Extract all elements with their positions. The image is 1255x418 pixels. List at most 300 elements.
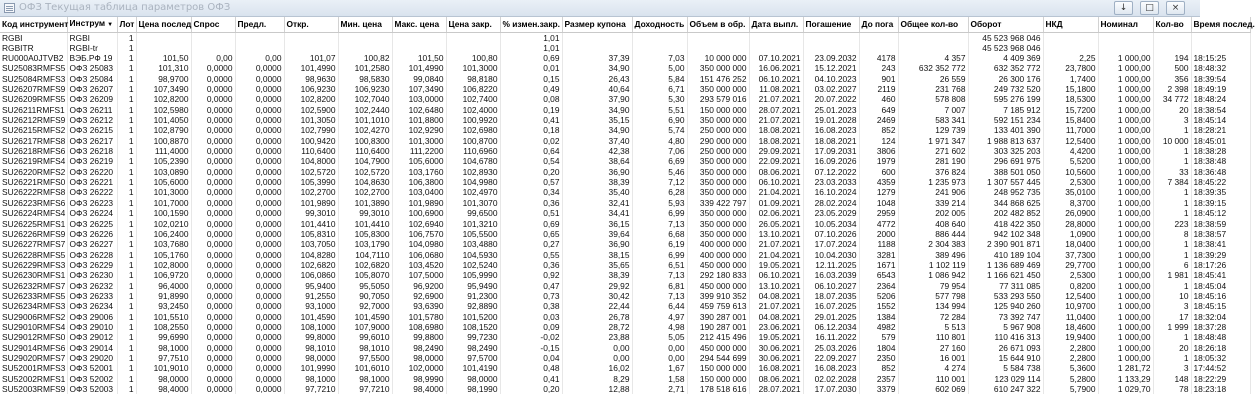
table-cell: 1,0900 [1043,229,1098,239]
table-cell: 110,6400 [284,146,338,156]
table-cell: 101,8800 [392,115,446,125]
table-cell: 99,3010 [284,208,338,218]
table-cell: 7 185 912 [968,105,1043,115]
table-cell: 28.07.2021 [749,105,803,115]
maximize-button[interactable]: □ [1140,1,1159,15]
table-cell: 886 444 [898,229,968,239]
column-header[interactable] [803,17,859,32]
column-header[interactable] [562,17,632,32]
table-cell: 102,4000 [446,105,500,115]
table-cell: 0,0000 [191,301,235,311]
table-cell: 98,1010 [338,342,392,352]
column-header[interactable] [687,17,749,32]
table-cell: 111,2200 [392,146,446,156]
table-row[interactable] [0,280,1250,290]
table-cell: 0,69 [500,53,562,63]
table-cell: 101,3890 [338,198,392,208]
table-cell: 0,0000 [191,332,235,342]
table-cell: 34,90 [562,63,632,73]
table-cell: 34,41 [562,208,632,218]
table-cell: 38,64 [562,156,632,166]
table-row[interactable] [0,301,1250,311]
table-row[interactable] [0,105,1250,115]
table-row[interactable] [0,342,1250,352]
table-cell: 0,0000 [235,311,284,321]
table-row[interactable] [0,322,1250,332]
table-cell: 38,15 [562,249,632,259]
table-cell: 0,0000 [191,374,235,384]
table-row[interactable] [0,239,1250,249]
column-header[interactable] [1191,17,1255,32]
table-cell: 0,0000 [191,94,235,104]
table-cell: 3 [1153,115,1191,125]
table-cell: 1 000,00 [1098,239,1153,249]
table-row[interactable] [0,353,1250,363]
table-cell: 2,71 [632,384,687,394]
table-row[interactable] [0,198,1250,208]
table-cell: 19.05.2021 [749,260,803,270]
table-cell: SU26234RMFS3 [2,301,66,312]
table-cell: ОФЗ 26215 [67,125,117,135]
table-cell: 0,0000 [191,198,235,208]
table-cell: 178 518 616 [687,384,749,394]
table-cell: 101,3000 [136,187,191,197]
table-cell: 124 [859,136,898,146]
table-cell: SU26219RMFS4 [2,156,66,167]
table-cell: 1 000,00 [1098,260,1153,270]
table-cell: ОФЗ 26230 [67,270,117,280]
table-cell: 29,7700 [1043,260,1098,270]
table-row[interactable] [0,74,1250,84]
table-cell: 0,0000 [191,239,235,249]
table-cell: 0,0000 [235,198,284,208]
table-cell: 1 981 [1153,270,1191,280]
table-cell: 350 000 000 [687,115,749,125]
table-cell: 1 [117,342,136,352]
column-header-label: Инструм [69,18,106,29]
column-header[interactable] [446,17,500,32]
table-cell: 0,0000 [191,322,235,332]
table-cell: 06.10.2021 [749,74,803,84]
column-header[interactable] [191,17,235,32]
table-cell: 1 [117,105,136,115]
table-cell: 7 007 [898,105,968,115]
table-cell: 1 000,00 [1098,177,1153,187]
table-cell: 271 602 [898,146,968,156]
table-cell: 6,51 [632,260,687,270]
table-cell: 6 [1153,260,1191,270]
table-cell: 0,0000 [235,177,284,187]
table-cell: 1 [117,208,136,218]
table-row[interactable] [0,115,1250,125]
table-cell: 0,03 [500,311,562,321]
table-cell: 18:36:48 [1191,167,1250,177]
table-cell: 8 [1153,229,1191,239]
sort-descending-icon[interactable]: ▼ [107,22,114,29]
table-cell: 7,12 [632,177,687,187]
column-header[interactable] [338,17,392,32]
table-cell: 18:23:18 [1191,384,1250,394]
table-cell: 95,9400 [284,280,338,290]
table-cell: 1 [1153,156,1191,166]
table-cell: 99,0840 [392,74,446,84]
table-cell: 1 [1153,239,1191,249]
table-cell: 578 808 [898,94,968,104]
table-cell: 04.08.2021 [749,291,803,301]
table-cell: 460 [859,94,898,104]
table-row[interactable] [0,32,1250,43]
table-cell: 102,0000 [392,363,446,373]
table-cell: 102,6820 [338,260,392,270]
table-cell: 5 513 [898,322,968,332]
table-row[interactable] [0,218,1250,228]
table-cell: 1 [117,218,136,228]
column-header-label: Оборот [970,19,1002,30]
table-cell [687,32,749,43]
table-row[interactable] [0,363,1250,373]
table-cell: 106,7570 [392,229,446,239]
table-cell: 08.06.2021 [749,167,803,177]
table-cell: 18:38:48 [1191,156,1250,166]
table-cell: 595 276 199 [968,94,1043,104]
table-cell: 100,9920 [446,115,500,125]
table-cell: 107,5000 [392,270,446,280]
table-row[interactable] [0,84,1250,94]
table-cell: 0,0000 [191,177,235,187]
table-cell: 102,2700 [338,187,392,197]
table-row[interactable] [0,374,1250,384]
table-cell: 399 910 352 [687,291,749,301]
table-cell: 101,3070 [446,198,500,208]
table-cell: 107,9000 [338,322,392,332]
table-cell: 294 544 699 [687,353,749,363]
table-cell: 106,2400 [136,229,191,239]
column-header[interactable] [284,17,338,32]
table-cell: 104,7110 [338,249,392,259]
table-row[interactable] [0,43,1250,53]
table-cell: 17.07.2024 [803,239,859,249]
table-cell: 100,8300 [338,136,392,146]
table-cell: 1 999 [1153,322,1191,332]
table-cell: 105,3990 [284,177,338,187]
table-row[interactable] [0,270,1250,280]
table-cell: 3379 [859,384,898,394]
table-cell: 350 000 000 [687,63,749,73]
table-cell: 0,0000 [235,384,284,394]
table-cell: 4,98 [632,322,687,332]
table-cell: 0,0000 [235,332,284,342]
table-cell [1191,43,1250,53]
table-cell: 2 398 [1153,84,1191,94]
table-cell: 2,25 [1043,53,1098,63]
table-cell: 33 [1153,167,1191,177]
table-cell: 6,44 [632,301,687,311]
table-cell: 350 000 000 [687,208,749,218]
column-header[interactable] [500,17,562,32]
table-cell: 101,9890 [284,198,338,208]
table-cell: 99,6500 [446,208,500,218]
table-cell: 34,90 [562,105,632,115]
table-cell: 23,7800 [1043,63,1098,73]
table-cell: 1 136 689 469 [968,260,1043,270]
table-cell: 18:38:57 [1191,229,1250,239]
minimize-button[interactable]: ↓ [1114,1,1133,15]
table-cell: 0,92 [500,270,562,280]
column-header[interactable] [0,17,67,32]
table-cell: 2469 [859,115,898,125]
table-row[interactable] [0,291,1250,301]
table-cell: 15,1800 [1043,84,1098,94]
table-cell: 18:32:04 [1191,311,1250,321]
table-cell: 108,6980 [392,322,446,332]
table-cell: 1,7400 [1043,74,1098,84]
table-row[interactable] [0,156,1250,166]
table-cell: 0,0000 [235,115,284,125]
table-cell: RU000A0JTVB2 [0,53,67,63]
table-cell: 1 [1153,125,1191,135]
table-cell: 20 [1153,105,1191,115]
table-cell: 19.01.2028 [803,115,859,125]
table-cell: 97,5500 [338,353,392,363]
table-cell: 102,6820 [284,260,338,270]
table-cell: 0,0000 [235,94,284,104]
table-cell: 602 069 [898,384,968,394]
table-row[interactable] [0,332,1250,342]
table-cell: 38,39 [562,177,632,187]
close-button[interactable]: × [1166,1,1185,15]
table-cell: ОФЗ 52003 [67,384,117,394]
table-cell: 34 772 [1153,94,1191,104]
table-cell: 92,6900 [392,291,446,301]
table-cell: 2 304 383 [898,239,968,249]
table-cell: 3806 [859,146,898,156]
column-header[interactable] [235,17,284,32]
table-cell: 0,73 [500,291,562,301]
table-cell: 0,0000 [235,125,284,135]
table-cell: 151 476 252 [687,74,749,84]
table-cell: 16.06.2021 [749,63,803,73]
table-cell: 106,9230 [284,84,338,94]
table-cell: 93,2450 [136,301,191,311]
table-cell: 101,6010 [338,363,392,373]
table-cell: 06.12.2034 [803,322,859,332]
table-cell: 350 000 000 [687,218,749,228]
table-cell: 0,0000 [191,249,235,259]
table-cell: ОФЗ 25084 [67,74,117,84]
table-cell: 102,2700 [284,187,338,197]
table-cell: SU26215RMFS2 [2,125,66,136]
table-cell: 1 [117,363,136,373]
table-cell: 1 000,00 [1098,187,1153,197]
table-cell: 102,5900 [284,105,338,115]
column-header[interactable] [859,17,898,32]
table-header-row [0,17,1250,32]
table-cell: ОФЗ 26227 [67,239,117,249]
table-cell: 1 000,00 [1098,208,1153,218]
table-cell: 102,8000 [136,260,191,270]
table-cell: 243 [859,63,898,73]
table-row[interactable] [0,384,1250,394]
table-cell: 18.08.2021 [749,125,803,135]
column-header[interactable] [392,17,446,32]
table-cell: 0,0000 [235,208,284,218]
table-row[interactable] [0,311,1250,321]
table-row[interactable] [0,136,1250,146]
table-cell: 101,4050 [136,115,191,125]
table-cell: 18:05:32 [1191,353,1250,363]
table-cell: 23.05.2029 [803,208,859,218]
table-row[interactable] [0,63,1250,73]
table-cell: 5,5200 [1043,156,1098,166]
table-cell: 10.04.2030 [803,249,859,259]
table-cell: SU26207RMFS9 [2,84,66,95]
table-cell: 1 000,00 [1098,167,1153,177]
column-header[interactable] [67,17,117,32]
table-cell: ОФЗ 52001 [67,363,117,373]
table-row[interactable] [0,53,1250,63]
table-row[interactable] [0,177,1250,187]
table-cell: 400 000 000 [687,239,749,249]
table-cell: 102,7990 [284,125,338,135]
table-cell: 2,5300 [1043,270,1098,280]
table-cell: 99,8000 [284,332,338,342]
table-cell: 102,5720 [284,167,338,177]
table-cell: 1 000,00 [1098,136,1153,146]
table-cell: 26 300 176 [968,74,1043,84]
table-cell: 901 [859,74,898,84]
table-cell: 1 000,00 [1098,84,1153,94]
table-cell [446,32,500,43]
column-header[interactable] [632,17,687,32]
table-cell: 0,0000 [235,229,284,239]
table-row[interactable] [0,125,1250,135]
table-cell: 23.09.2032 [803,53,859,63]
table-cell: 100,80 [446,53,500,63]
table-cell: 16.10.2024 [803,187,859,197]
table-cell: 0,0000 [235,239,284,249]
table-cell: 10 000 [1153,136,1191,146]
table-cell: 0,0000 [235,136,284,146]
table-cell: 1 000,00 [1098,125,1153,135]
table-cell: 13.10.2021 [749,280,803,290]
table-cell: 0,41 [500,374,562,384]
table-cell: 21.07.2021 [749,94,803,104]
table-cell: 7,03 [632,53,687,63]
table-cell: 450 000 000 [687,280,749,290]
table-row[interactable] [0,187,1250,197]
table-cell: 123 029 114 [968,374,1043,384]
table-cell: 18:48:48 [1191,332,1250,342]
table-cell: ОФЗ 26220 [67,167,117,177]
table-cell: 102,5720 [338,167,392,177]
table-cell: 1,01 [500,43,562,53]
table-cell: ОФЗ 26209 [67,94,117,104]
column-header[interactable] [968,17,1043,32]
table-cell [562,43,632,53]
column-header[interactable] [749,17,803,32]
table-cell: 0,0000 [191,187,235,197]
table-row[interactable] [0,249,1250,259]
table-cell: 34,90 [562,125,632,135]
table-cell: 7 384 [1153,177,1191,187]
table-cell: 0,00 [632,353,687,363]
table-cell: 36,15 [562,218,632,228]
table-cell: 103,7680 [136,239,191,249]
table-cell: 99,7230 [446,332,500,342]
table-cell: 134 994 [898,301,968,311]
table-cell: ОФЗ 26226 [67,229,117,239]
table-cell: 19,9400 [1043,332,1098,342]
column-header[interactable] [1043,17,1098,32]
table-cell: 18:38:41 [1191,239,1250,249]
table-cell: 96,9200 [392,280,446,290]
table-cell: 1 [117,32,136,43]
table-cell: 610 247 322 [968,384,1043,394]
table-body [0,32,1250,394]
table-cell: 08.06.2021 [749,374,803,384]
table-cell: 1 [117,94,136,104]
table-cell: 296 691 975 [968,156,1043,166]
table-cell: 12,88 [562,384,632,394]
table-cell: 18,5300 [1043,94,1098,104]
table-cell: 0,0000 [235,342,284,352]
table-cell: 103,0890 [136,167,191,177]
table-cell: 5206 [859,291,898,301]
column-header-label: Лот [119,19,135,30]
table-cell [392,43,446,53]
column-header[interactable] [117,17,136,32]
table-row[interactable] [0,94,1250,104]
table-cell: 350 000 000 [687,229,749,239]
table-cell: SU29014RMFS6 [2,342,66,353]
table-cell: 110 001 [898,374,968,384]
table-cell: 5,51 [632,105,687,115]
table-cell: ОФЗ 29010 [67,322,117,332]
column-header[interactable] [898,17,968,32]
column-header[interactable] [1153,17,1191,32]
table-cell: 1 307 557 445 [968,177,1043,187]
table-cell: ОФЗ 26224 [67,208,117,218]
table-cell: 45 523 968 046 [968,32,1043,43]
table-cell: 0,0000 [235,74,284,84]
table-cell: 22.09.2021 [749,156,803,166]
table-row[interactable] [0,260,1250,270]
column-header-label: Погашение [805,19,852,30]
table-cell: 1 971 347 [898,136,968,146]
column-header[interactable] [1098,17,1153,32]
table-cell: 77 311 085 [968,280,1043,290]
table-cell: 2357 [859,374,898,384]
table-row[interactable] [0,229,1250,239]
table-cell: 98,1010 [284,342,338,352]
table-cell: 10,5600 [1043,167,1098,177]
column-header-label: Дата выпл. [751,19,799,30]
table-cell: 0,51 [500,208,562,218]
table-cell [749,43,803,53]
table-cell: 98,5830 [338,74,392,84]
table-row[interactable] [0,167,1250,177]
table-cell: 90,7050 [338,291,392,301]
table-cell: 92,8890 [446,301,500,311]
table-row[interactable] [0,146,1250,156]
column-header-label: Время послед. [1193,19,1255,30]
table-cell: 125 940 260 [968,301,1043,311]
table-cell: 101,1010 [338,115,392,125]
table-cell: 103,1760 [392,167,446,177]
table-row[interactable] [0,208,1250,218]
table-cell: 102,5240 [446,260,500,270]
column-header[interactable] [136,17,191,32]
